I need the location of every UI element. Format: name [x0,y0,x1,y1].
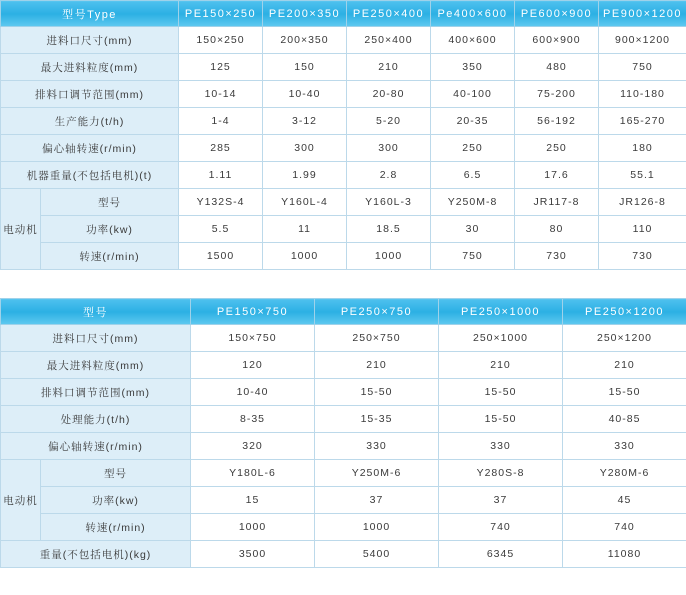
cell-value: Y160L-3 [347,189,431,216]
cell-value: Y280M-6 [563,460,686,487]
cell-value: 1-4 [179,108,263,135]
row-label-motor-speed: 转速(r/min) [41,243,179,270]
cell-value: JR126-8 [599,189,686,216]
cell-value: 330 [315,433,439,460]
cell-value: 11 [263,216,347,243]
cell-value: 165-270 [599,108,686,135]
row-label-total-weight: 重量(不包括电机)(kg) [1,541,191,568]
header-cell-pe250x400: PE250×400 [347,1,431,27]
row-label-feed-opening: 进料口尺寸(mm) [1,27,179,54]
cell-value: 6.5 [431,162,515,189]
cell-value: 250×400 [347,27,431,54]
table-row [1,460,686,487]
cell-value: 250×750 [315,325,439,352]
table-header-row [1,1,686,27]
cell-value: 730 [599,243,686,270]
cell-value: 210 [563,352,686,379]
row-label-motor-model: 型号 [41,460,191,487]
cell-value: Y180L-6 [191,460,315,487]
cell-value: 40-100 [431,81,515,108]
header-cell-pe250x1000: PE250×1000 [439,299,563,325]
table-header-row [1,299,686,325]
cell-value: 730 [515,243,599,270]
cell-value: 210 [347,54,431,81]
cell-value: 600×900 [515,27,599,54]
table-row [1,406,686,433]
cell-value: 3500 [191,541,315,568]
cell-value: 250×1000 [439,325,563,352]
cell-value: Y132S-4 [179,189,263,216]
cell-value: 1.11 [179,162,263,189]
row-label-max-feed-size: 最大进料粒度(mm) [1,54,179,81]
cell-value: 480 [515,54,599,81]
jaw-crusher-spec-table-2 [0,298,686,568]
header-cell-pe150x750: PE150×750 [191,299,315,325]
header-cell-pe600x900: PE600×900 [515,1,599,27]
cell-value: 8-35 [191,406,315,433]
cell-value: 10-40 [263,81,347,108]
cell-value: 750 [431,243,515,270]
cell-value: 900×1200 [599,27,686,54]
row-label-motor: 电动机 [1,189,41,270]
cell-value: 1500 [179,243,263,270]
row-label-eccentric-shaft-speed: 偏心轴转速(r/min) [1,135,179,162]
row-label-eccentric-shaft-speed: 偏心轴转速(r/min) [1,433,191,460]
cell-value: Y280S-8 [439,460,563,487]
cell-value: 200×350 [263,27,347,54]
cell-value: 2.8 [347,162,431,189]
cell-value: 15-50 [439,379,563,406]
header-cell-pe400x600: Pe400×600 [431,1,515,27]
row-label-motor: 电动机 [1,460,41,541]
cell-value: JR117-8 [515,189,599,216]
cell-value: 1000 [315,514,439,541]
cell-value: 15-50 [439,406,563,433]
table-row [1,162,686,189]
cell-value: 55.1 [599,162,686,189]
cell-value: 1000 [191,514,315,541]
header-cell-pe150x250: PE150×250 [179,1,263,27]
cell-value: 330 [563,433,686,460]
cell-value: 10-40 [191,379,315,406]
row-label-discharge-range: 排料口调节范围(mm) [1,81,179,108]
cell-value: 45 [563,487,686,514]
cell-value: 80 [515,216,599,243]
table-row [1,108,686,135]
row-label-machine-weight: 机器重量(不包括电机)(t) [1,162,179,189]
table-row [1,27,686,54]
cell-value: 37 [439,487,563,514]
cell-value: 330 [439,433,563,460]
table-row [1,81,686,108]
table-row [1,243,686,270]
header-cell-pe900x1200: PE900×1200 [599,1,686,27]
cell-value: 285 [179,135,263,162]
row-label-capacity: 生产能力(t/h) [1,108,179,135]
table-row [1,433,686,460]
cell-value: 3-12 [263,108,347,135]
cell-value: 300 [263,135,347,162]
cell-value: 11080 [563,541,686,568]
cell-value: 180 [599,135,686,162]
cell-value: 400×600 [431,27,515,54]
cell-value: Y160L-4 [263,189,347,216]
cell-value: 125 [179,54,263,81]
cell-value: 5.5 [179,216,263,243]
cell-value: 110 [599,216,686,243]
row-label-motor-power: 功率(kw) [41,216,179,243]
row-label-motor-model: 型号 [41,189,179,216]
cell-value: 56-192 [515,108,599,135]
table-spacer [0,270,686,298]
jaw-crusher-spec-table-1 [0,0,686,270]
cell-value: 350 [431,54,515,81]
cell-value: 150×750 [191,325,315,352]
table-row [1,325,686,352]
table-row [1,54,686,81]
cell-value: 210 [439,352,563,379]
cell-value: 1000 [263,243,347,270]
cell-value: 1000 [347,243,431,270]
header-cell-pe250x750: PE250×750 [315,299,439,325]
cell-value: 20-80 [347,81,431,108]
cell-value: 40-85 [563,406,686,433]
table-row [1,379,686,406]
cell-value: 15-50 [563,379,686,406]
cell-value: 6345 [439,541,563,568]
row-label-discharge-range: 排料口调节范围(mm) [1,379,191,406]
cell-value: 15-35 [315,406,439,433]
header-cell-model: 型号Type [1,1,179,27]
cell-value: 250 [515,135,599,162]
table-row [1,216,686,243]
cell-value: 250 [431,135,515,162]
row-label-motor-power: 功率(kw) [41,487,191,514]
header-cell-pe200x350: PE200×350 [263,1,347,27]
cell-value: 320 [191,433,315,460]
table-row [1,352,686,379]
cell-value: 10-14 [179,81,263,108]
cell-value: 110-180 [599,81,686,108]
row-label-max-feed-size: 最大进料粒度(mm) [1,352,191,379]
cell-value: 30 [431,216,515,243]
cell-value: 150 [263,54,347,81]
table-row [1,514,686,541]
cell-value: Y250M-8 [431,189,515,216]
table-row [1,487,686,514]
cell-value: 15 [191,487,315,514]
cell-value: 120 [191,352,315,379]
cell-value: 37 [315,487,439,514]
cell-value: 750 [599,54,686,81]
header-cell-pe250x1200: PE250×1200 [563,299,686,325]
cell-value: 5400 [315,541,439,568]
cell-value: 18.5 [347,216,431,243]
cell-value: 740 [439,514,563,541]
cell-value: 15-50 [315,379,439,406]
cell-value: 740 [563,514,686,541]
header-cell-model: 型号 [1,299,191,325]
cell-value: 1.99 [263,162,347,189]
cell-value: 17.6 [515,162,599,189]
table-row [1,541,686,568]
cell-value: 75-200 [515,81,599,108]
row-label-motor-speed: 转速(r/min) [41,514,191,541]
cell-value: 150×250 [179,27,263,54]
table-row [1,189,686,216]
cell-value: 20-35 [431,108,515,135]
cell-value: 300 [347,135,431,162]
cell-value: 250×1200 [563,325,686,352]
cell-value: 5-20 [347,108,431,135]
cell-value: Y250M-6 [315,460,439,487]
table-row [1,135,686,162]
row-label-processing-capacity: 处理能力(t/h) [1,406,191,433]
row-label-feed-opening: 进料口尺寸(mm) [1,325,191,352]
cell-value: 210 [315,352,439,379]
